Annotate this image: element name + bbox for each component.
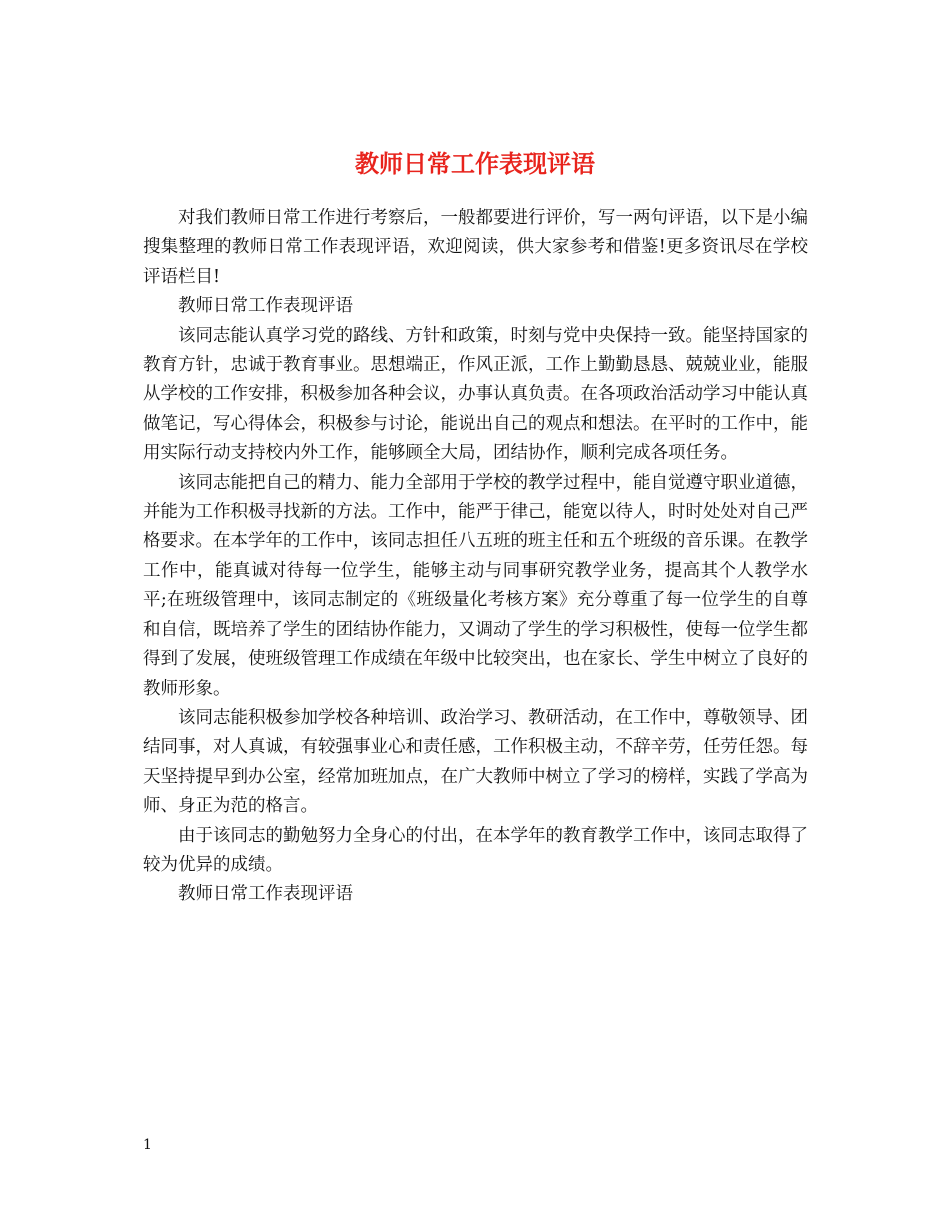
document-title: 教师日常工作表现评语 [355, 149, 595, 179]
section-heading: 教师日常工作表现评语 [178, 296, 353, 317]
body-paragraph: 该同志能积极参加学校各种培训、政治学习、教研活动，在工作中，尊敬领导、团结同事，对人真诚，有较强事业心和责任感，工作积极主动，不辞辛劳，任劳任怨。每天坚持提早到办公室，经常加班加点，在广大教师中树立了学习的榜样，实践了学高为师、身正为范的格言。 [143, 707, 808, 817]
page-number: 1 [143, 1137, 152, 1153]
body-paragraph: 由于该同志的勤勉努力全身心的付出，在本学年的教育教学工作中，该同志取得了较为优异的成绩。 [143, 825, 808, 875]
section-heading: 教师日常工作表现评语 [178, 884, 353, 905]
document-body [143, 204, 808, 910]
body-paragraph: 该同志能把自己的精力、能力全部用于学校的教学过程中，能自觉遵守职业道德，并能为工作积极寻找新的方法。工作中，能严于律己，能宽以待人，时时处处对自己严格要求。在本学年的工作中，该同志担任八五班的班主任和五个班级的音乐课。在教学工作中，能真诚对待每一位学生，能够主动与同事研究教学业务，提高其个人教学水平;在班级管理中，该同志制定的《班级量化考核方案》充分尊重了每一位学生的自尊和自信，既培养了学生的团结协作能力，又调动了学生的学习积极性，使每一位学生都得到了发展，使班级管理工作成绩在年级中比较突出，也在家长、学生中树立了良好的教师形象。 [143, 472, 808, 699]
intro-paragraph: 对我们教师日常工作进行考察后，一般都要进行评价，写一两句评语，以下是小编搜集整理的教师日常工作表现评语，欢迎阅读，供大家参考和借鉴!更多资讯尽在学校评语栏目! [143, 208, 808, 287]
body-paragraph: 该同志能认真学习党的路线、方针和政策，时刻与党中央保持一致。能坚持国家的教育方针，忠诚于教育事业。思想端正，作风正派，工作上勤勤恳恳、兢兢业业，能服从学校的工作安排，积极参加各种会议，办事认真负责。在各项政治活动学习中能认真做笔记，写心得体会，积极参与讨论，能说出自己的观点和想法。在平时的工作中，能用实际行动支持校内外工作，能够顾全大局，团结协作，顺利完成各项任务。 [143, 325, 808, 464]
